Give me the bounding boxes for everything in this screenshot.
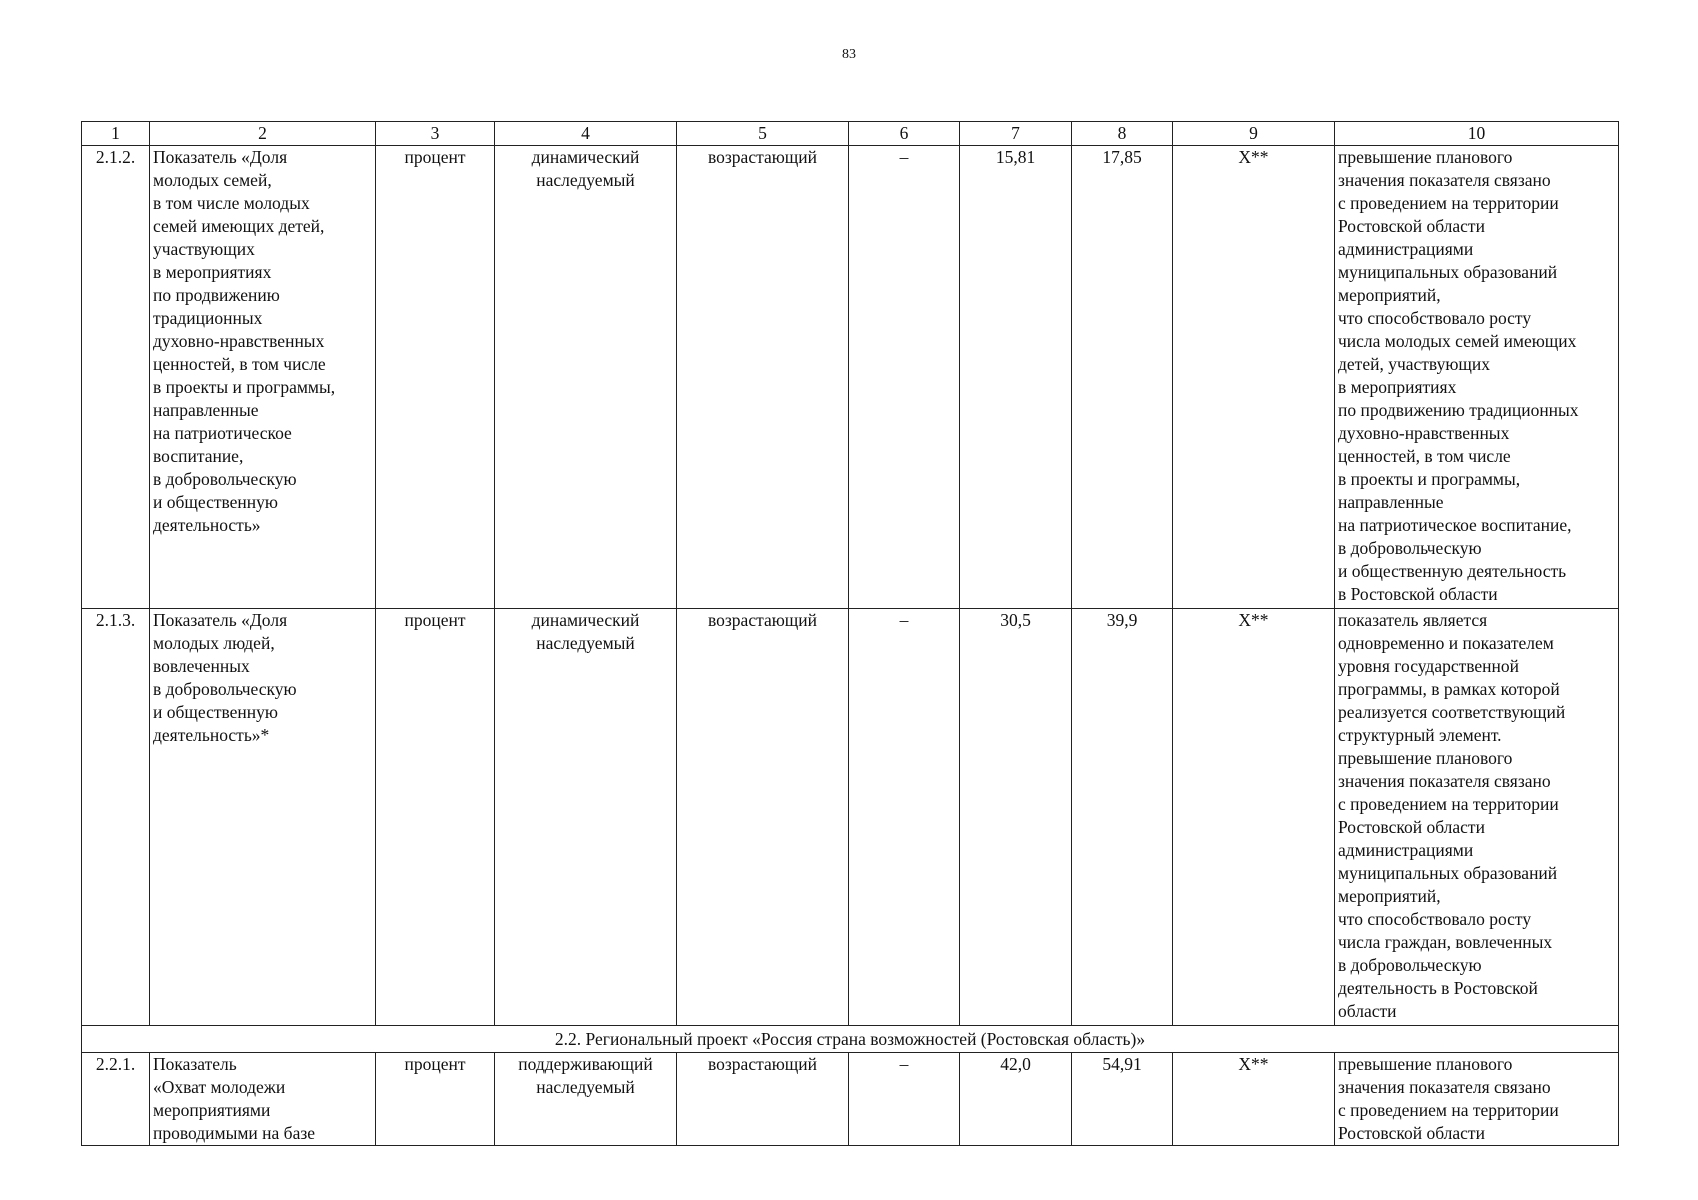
indicator-name: Показатель «Охват молодежи мероприятиями проводимыми на базе xyxy=(150,1053,376,1146)
table-row xyxy=(82,1053,1619,1146)
page-number: 83 xyxy=(842,47,856,62)
unit-cell: процент xyxy=(376,1053,495,1146)
indicator-name: Показатель «Доля молодых людей, вовлеченных в добровольческую и общественную деятельность»* xyxy=(150,609,376,1026)
col9-cell: X** xyxy=(1173,1053,1335,1146)
section-title: 2.2. Региональный проект «Россия страна возможностей (Ростовская область)» xyxy=(82,1026,1619,1053)
column-header: 10 xyxy=(1335,122,1619,146)
fact-value: 17,85 xyxy=(1072,146,1173,609)
column-header: 9 xyxy=(1173,122,1335,146)
plan-value: 30,5 xyxy=(960,609,1072,1026)
column-header: 3 xyxy=(376,122,495,146)
indicator-type: динамический наследуемый xyxy=(495,146,677,609)
indicator-type: динамический наследуемый xyxy=(495,609,677,1026)
section-row xyxy=(82,1026,1619,1053)
direction-cell: возрастающий xyxy=(677,1053,849,1146)
indicator-type: поддерживающий наследуемый xyxy=(495,1053,677,1146)
indicator-name: Показатель «Доля молодых семей, в том числе молодых семей имеющих детей, участвующих в мероприятиях по продвижению традиционных духовно-нравственных ценностей, в том числе в проекты и программы, направленные на патриотическое воспитание, в добровольческую и общественную деятельность» xyxy=(150,146,376,609)
row-number: 2.2.1. xyxy=(82,1053,150,1146)
plan-value: 42,0 xyxy=(960,1053,1072,1146)
column-header: 7 xyxy=(960,122,1072,146)
column-header: 1 xyxy=(82,122,150,146)
column-header: 8 xyxy=(1072,122,1173,146)
row-number: 2.1.2. xyxy=(82,146,150,609)
note-cell: превышение планового значения показателя связано с проведением на территории Ростовской области xyxy=(1335,1053,1619,1146)
col6-cell: – xyxy=(849,1053,960,1146)
column-header: 4 xyxy=(495,122,677,146)
unit-cell: процент xyxy=(376,146,495,609)
direction-cell: возрастающий xyxy=(677,609,849,1026)
col6-cell: – xyxy=(849,146,960,609)
column-number-row xyxy=(82,122,1619,146)
column-header: 5 xyxy=(677,122,849,146)
fact-value: 39,9 xyxy=(1072,609,1173,1026)
unit-cell: процент xyxy=(376,609,495,1026)
col9-cell: X** xyxy=(1173,609,1335,1026)
column-header: 2 xyxy=(150,122,376,146)
plan-value: 15,81 xyxy=(960,146,1072,609)
indicators-table xyxy=(81,121,1619,1146)
col6-cell: – xyxy=(849,609,960,1026)
col9-cell: X** xyxy=(1173,146,1335,609)
note-cell: показатель является одновременно и показателем уровня государственной программы, в рамках которой реализуется соответствующий структурный элемент. превышение планового значения показателя связано с проведением на территории Ростовской области администрациями муниципальных образований мероприятий, что способствовало росту числа граждан, вовлеченных в добровольческую деятельность в Ростовской области xyxy=(1335,609,1619,1026)
note-cell: превышение планового значения показателя связано с проведением на территории Ростовской области администрациями муниципальных образований мероприятий, что способствовало росту числа молодых семей имеющих детей, участвующих в мероприятиях по продвижению традиционных духовно-нравственных ценностей, в том числе в проекты и программы, направленные на патриотическое воспитание, в добровольческую и общественную деятельность в Ростовской области xyxy=(1335,146,1619,609)
fact-value: 54,91 xyxy=(1072,1053,1173,1146)
column-header: 6 xyxy=(849,122,960,146)
direction-cell: возрастающий xyxy=(677,146,849,609)
table-row xyxy=(82,609,1619,1026)
row-number: 2.1.3. xyxy=(82,609,150,1026)
table-row xyxy=(82,146,1619,609)
